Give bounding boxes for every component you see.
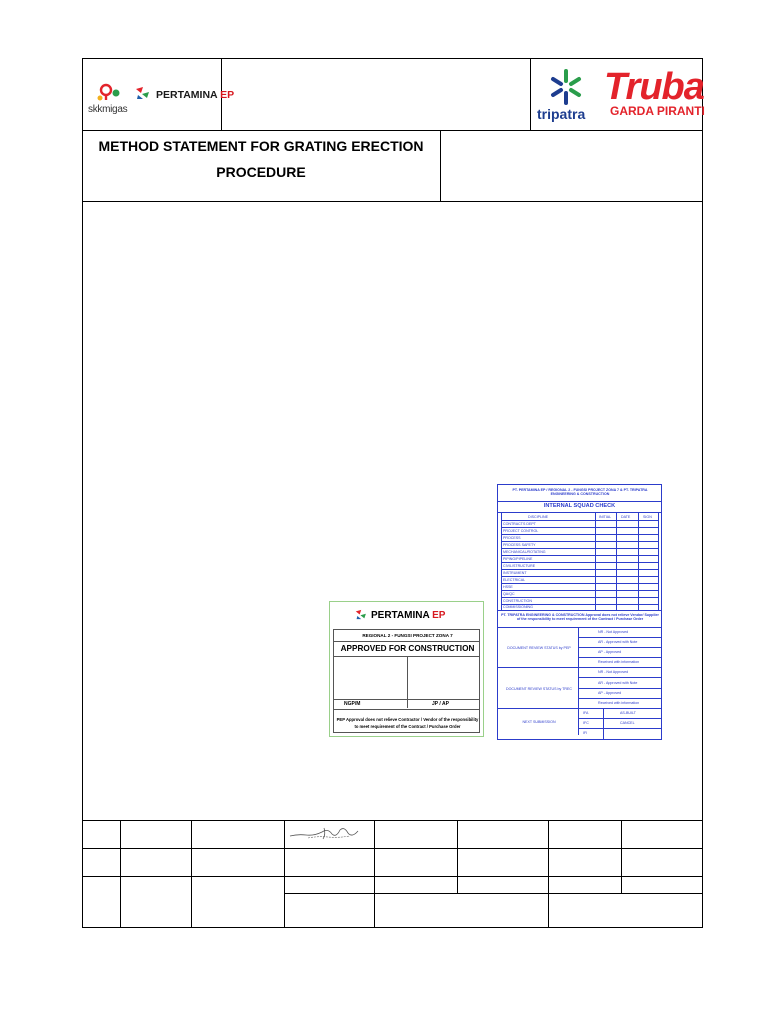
review-status: AP - Approved <box>598 691 622 695</box>
stamp-approved-label: APPROVED FOR CONSTRUCTION <box>340 644 475 653</box>
squad-discipline: INSTRUMENT <box>503 571 527 575</box>
revision-sub-divider <box>284 893 703 894</box>
submission-code: IFA <box>583 711 589 715</box>
title-line-2: PROCEDURE <box>216 164 306 180</box>
squad-col-initial: INITIAL <box>599 515 612 519</box>
squad-discipline: CONTRACTS DEPT <box>503 522 536 526</box>
squad-discipline: ELECTRICAL <box>503 578 526 582</box>
revision-row-divider <box>82 876 703 877</box>
revision-col-divider <box>374 820 375 928</box>
stamp-region: REGIONAL 2 - FUNGSI PROJECT ZONA 7 <box>362 633 453 638</box>
review-status: AP - Approved <box>598 650 622 654</box>
stamp-box <box>333 629 480 733</box>
title-line-1: METHOD STATEMENT FOR GRATING ERECTION <box>98 138 424 154</box>
revision-col-divider <box>284 820 285 928</box>
squad-note: PT. TRIPATRA ENGINEERING & CONSTRUCTION Approval does not relieve Vendor/ Supplier of the responsibility to meet requirement of the Contract / Purchase Order <box>501 613 659 622</box>
garda-piranti-text: GARDA PIRANTI <box>610 104 705 118</box>
revision-table-top <box>82 820 703 821</box>
revision-col-divider <box>191 820 192 928</box>
squad-discipline: PROCESS SAFETY <box>503 543 536 547</box>
squad-col-discipline: DISCIPLINE <box>528 515 548 519</box>
document-title <box>82 133 440 185</box>
next-submission-label: NEXT SUBMISSION <box>522 720 556 724</box>
revision-col-divider <box>457 820 458 893</box>
review-status: NR - Not Approved <box>598 630 629 634</box>
review-status: AR - Approved with Note <box>598 681 638 685</box>
squad-discipline: PIPING/PIPELINE <box>503 557 533 561</box>
squad-header: PT. PERTAMINA EP / REGIONAL 2 - FUNGSI PROJECT ZONA 7 & PT. TRIPATRA ENGINEERING & CONSTRUCTION <box>512 488 648 497</box>
stamp-pertamina-icon <box>355 608 369 621</box>
stamp-sign-right: JP / AP <box>432 701 449 707</box>
review-status: NR - Not Approved <box>598 670 629 674</box>
review-status: AR - Approved with Note <box>598 640 638 644</box>
squad-col-sign: SIGN <box>643 515 652 519</box>
body-divider <box>82 201 703 202</box>
squad-discipline: PROCESS <box>503 536 521 540</box>
pertamina-logo-text: PERTAMINA EP <box>156 89 235 101</box>
revision-col-divider <box>621 820 622 893</box>
submission-code: IFI <box>583 731 588 735</box>
review-trec-label: DOCUMENT REVIEW STATUS by TREC <box>505 687 573 691</box>
squad-discipline: HSSE <box>503 585 513 589</box>
squad-discipline: CONSTRUCTION <box>503 599 532 603</box>
submission-value: CANCEL <box>620 721 635 725</box>
squad-discipline: MECHANICAL/ROTATING <box>503 550 546 554</box>
squad-col-date: DATE <box>621 515 631 519</box>
pertamina-logo-icon <box>135 86 153 100</box>
squad-discipline: QA/QC <box>503 592 515 596</box>
tripatra-logo-text: tripatra <box>537 106 586 122</box>
skkmigas-label: skkmigas <box>88 104 128 115</box>
revision-col-divider <box>120 820 121 928</box>
logo-divider-right <box>530 58 531 130</box>
squad-title: INTERNAL SQUAD CHECK <box>543 503 616 509</box>
stamp-brand: PERTAMINA EP <box>371 610 446 621</box>
header-divider <box>82 130 703 131</box>
review-pep-label: DOCUMENT REVIEW STATUS by PEP <box>507 646 571 650</box>
stamp-sign-left: NGP/M <box>344 701 361 707</box>
review-status: Received with information <box>598 701 640 705</box>
submission-value: AS-BUILT <box>620 711 636 715</box>
squad-discipline: PROJECT CONTROL <box>503 529 539 533</box>
skkmigas-logo-icon <box>92 78 152 122</box>
pertamina-approval-stamp <box>329 601 484 737</box>
revision-col-divider <box>548 820 549 928</box>
submission-code: IFC <box>583 721 589 725</box>
squad-discipline: CIVIL/STRUCTURE <box>503 564 536 568</box>
review-status: Received with information <box>598 660 640 664</box>
tripatra-logo-icon <box>546 67 586 107</box>
stamp-note: PEP Approval does not relieve Contractor / Vendor of the responsibility to meet requirement of the Contract / Purchase Order <box>336 717 479 729</box>
title-divider <box>440 130 441 201</box>
truba-logo-text: Truba <box>604 66 704 108</box>
internal-squad-check-card <box>497 484 662 740</box>
signature-icon <box>288 824 363 842</box>
revision-row-divider <box>82 848 703 849</box>
squad-discipline: COMMISSIONING <box>503 605 533 609</box>
